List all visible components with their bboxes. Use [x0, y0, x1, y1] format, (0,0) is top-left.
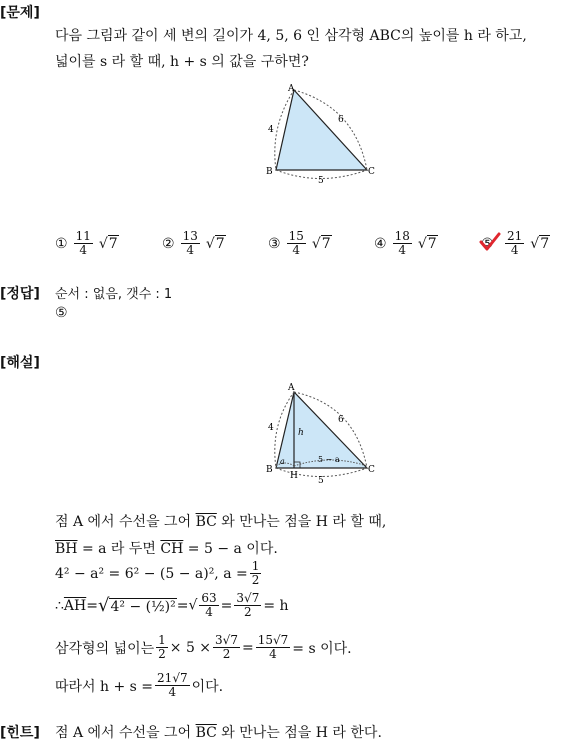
label-ab: 4 [268, 125, 274, 135]
problem-line-1: 다음 그림과 같이 세 변의 길이가 4, 5, 6 인 삼각형 ABC의 높이를 h 라 하고, [55, 28, 527, 44]
explanation-line-2: $\overline{BH} = a$ 라 두면 $\overline{CH} = 5 - a$ 이다. [55, 541, 278, 557]
answer-value: ⑤ [55, 305, 68, 321]
choice-4[interactable]: ④ $\frac{18}{4}$ √7 [374, 229, 437, 257]
label-height: h [298, 428, 304, 438]
choice-mark: ⑤ [481, 235, 494, 252]
label-ac: 6 [338, 115, 344, 125]
label-b: B [266, 167, 273, 177]
explanation-line-1: 점 A 에서 수선을 그어 $\overline{BC}$ 와 만나는 점을 H 라 할 때, [55, 514, 387, 530]
hint-line: 점 A 에서 수선을 그어 $\overline{BC}$ 와 만나는 점을 H 라 한다. [55, 725, 382, 741]
label-ac: 6 [338, 415, 344, 425]
explanation-line-4: ∴ $\overline{AH}$ = √4² − (½)² = √ $\frac{63}{4}$ = $\frac{3√7}{2}$ = h [55, 591, 289, 619]
checkmark-icon [479, 232, 501, 252]
explanation-line-6: 따라서 h + s = $\frac{21√7}{4}$ 이다. [55, 671, 224, 699]
label-b: B [266, 465, 273, 475]
label-c: C [368, 167, 375, 177]
choice-mark: ① [55, 235, 68, 252]
answer-meta: 순서 : 없음, 갯수 : 1 [55, 287, 173, 302]
label-h-point: H [290, 471, 298, 481]
choice-1[interactable]: ① $\frac{11}{4}$ √7 [55, 229, 118, 257]
explanation-header: [해설] [0, 355, 40, 371]
choice-5[interactable]: ⑤ $\frac{21}{4}$ √7 [481, 229, 550, 257]
label-bc: 5 [318, 176, 324, 186]
label-rest-seg: 5 − a [318, 455, 340, 464]
label-a: A [288, 383, 295, 393]
triangle-figure-2 [260, 380, 380, 485]
choice-2[interactable]: ② $\frac{13}{4}$ √7 [162, 229, 225, 257]
choice-mark: ④ [374, 235, 387, 252]
label-c: C [368, 465, 375, 475]
problem-line-2: 넓이를 s 라 할 때, h + s 의 값을 구하면? [55, 54, 309, 70]
hint-header: [힌트] [0, 725, 40, 741]
label-ab: 4 [268, 423, 274, 433]
label-a-seg: a [280, 457, 285, 466]
choice-mark: ② [162, 235, 175, 252]
explanation-line-3: 4² − a² = 6² − (5 − a)², a = $\frac{1}{2}$ [55, 559, 260, 587]
label-bc: 5 [318, 476, 324, 485]
label-a: A [288, 84, 295, 94]
choice-3[interactable]: ③ $\frac{15}{4}$ √7 [268, 229, 331, 257]
triangle-figure [260, 82, 380, 187]
explanation-line-5: 삼각형의 넓이는 $\frac{1}{2}$ × 5 × $\frac{3√7}{2}$ = $\frac{15√7}{4}$ = s 이다. [55, 633, 352, 661]
problem-header: [문제] [0, 5, 40, 21]
choice-mark: ③ [268, 235, 281, 252]
answer-header: [정답] [0, 286, 40, 302]
